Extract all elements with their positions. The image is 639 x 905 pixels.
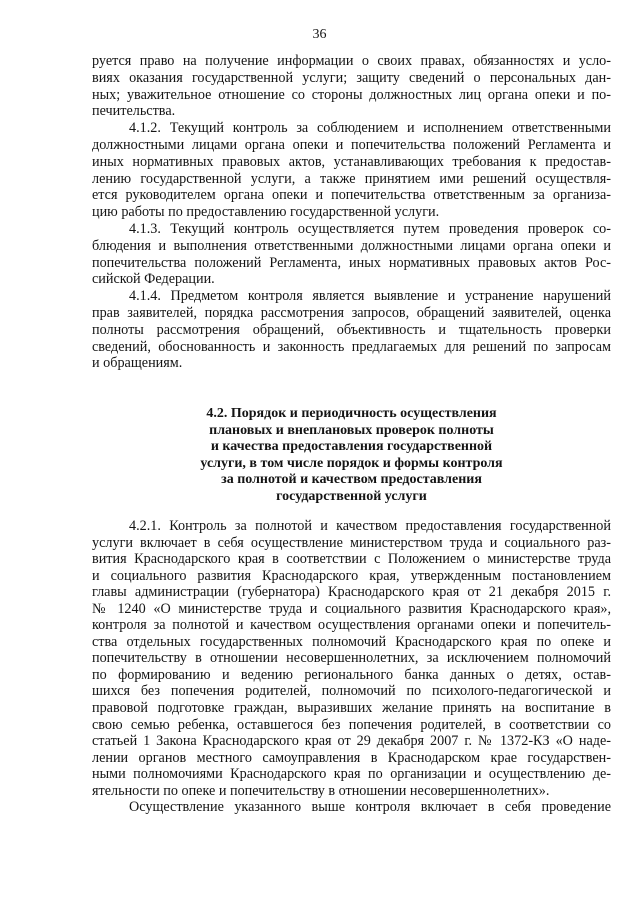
paragraph-4-1-4 (92, 288, 611, 372)
text-line: ными полномочиями Краснодарского края по организации и осуществлению де- (92, 766, 611, 783)
text-line: попечительства положений Регламента, иных нормативных правовых актов Рос- (92, 254, 611, 271)
text-line: блюдения и выполнения ответственными должностными лицами органа опеки и (92, 237, 611, 254)
heading-line: 4.2. Порядок и периодичность осуществления (206, 406, 497, 421)
text-line: ства отдельных государственных полномочий Краснодарского края по опеке и (92, 633, 611, 650)
paragraph-next (92, 799, 611, 816)
text-line: должностными лицами органа опеки и попечительства положений Регламента и (92, 136, 611, 153)
paragraph-4-2-1 (92, 518, 611, 799)
text-line: печительства. (92, 103, 176, 120)
text-line: виях оказания государственной услуги; защиту сведений о персональных дан- (92, 69, 611, 86)
section-heading-4-2 (92, 406, 611, 506)
upper-text-block (92, 53, 611, 372)
text-line: иных нормативных правовых актов, устанавливающих требования к предостав- (92, 153, 611, 170)
text-line: сведений, обоснованность и законность предлагаемых для решений по запросам (92, 338, 611, 355)
text-line: 4.1.2. Текущий контроль за соблюдением и исполнением ответственными (129, 120, 611, 137)
text-line: и обращениям. (92, 355, 183, 372)
text-line: 4.1.3. Текущий контроль осуществляется путем проведения проверок со- (129, 220, 611, 237)
text-line: лении органов местного самоуправления в Краснодарском крае государствен- (92, 749, 611, 766)
heading-line: за полнотой и качеством предоставления (221, 472, 482, 488)
text-line: Осуществление указанного выше контроля включает в себя проведение (129, 799, 611, 816)
text-line: руется право на получение информации о своих правах, обязанностях и усло- (92, 53, 611, 69)
paragraph-4-1-2 (92, 120, 611, 221)
text-line: вития Краснодарского края в соответствии с Положением о министерстве труда (92, 551, 611, 568)
text-line: по формированию и ведению регионального банка данных о детях, остав- (92, 666, 611, 683)
paragraph-intro (92, 53, 611, 120)
text-line: попечительству в отношении несовершеннолетних, за исключением полномочий (92, 650, 611, 667)
text-line: 4.1.4. Предметом контроля является выявление и устранение нарушений (129, 288, 611, 305)
text-line: № 1240 «О министерстве труда и социального развития Краснодарского края», (92, 600, 611, 617)
text-line: сийской Федерации. (92, 271, 215, 288)
text-line: и социального развития Краснодарского края, утвержденным постановлением (92, 567, 611, 584)
text-line: шихся без попечения родителей, полномочий по психолого-педагогической и (92, 683, 611, 700)
lower-text-block (92, 518, 611, 816)
heading-line: услуги, в том числе порядок и формы контроля (200, 455, 503, 471)
text-line: ятельности по опеке и попечительству в отношении несовершеннолетних». (92, 782, 550, 799)
text-line: контроля за полнотой и качеством осуществления органами опеки и попечитель- (92, 617, 611, 634)
paragraph-4-1-3 (92, 221, 611, 288)
text-line: прав заявителей, порядка рассмотрения запросов, обращений заявителей, оценка (92, 304, 611, 321)
heading-line: плановых и внеплановых проверок полноты (209, 422, 494, 438)
text-line: главы администрации (губернатора) Краснодарского края от 21 декабря 2015 г. (92, 584, 611, 601)
page-number: 36 (312, 27, 327, 42)
text-line: правовой подготовке граждан, выразивших желание принять на воспитание в (92, 700, 611, 717)
text-line: свою семью ребенка, оставшегося без попечения родителей, в соответствии со (92, 716, 611, 733)
text-line: полноты рассмотрения обращений, объективность и тщательность проверки (92, 321, 611, 338)
text-line: 4.2.1. Контроль за полнотой и качеством предоставления государственной (129, 518, 611, 534)
text-line: лению государственной услуги, а также принятием ими решений осуществля- (92, 170, 611, 187)
text-line: цию работы по предоставлению государственной услуги. (92, 204, 440, 221)
text-line: ется руководителем органа опеки и попечительства ответственным за организа- (92, 187, 611, 204)
text-line: ных; уважительное отношение со стороны должностных лиц органа опеки и по- (92, 86, 611, 103)
heading-line: и качества предоставления государственной (210, 439, 493, 455)
heading-line: государственной услуги (276, 488, 427, 504)
text-line: статьей 1 Закона Краснодарского края от 29 декабря 2007 г. № 1372-КЗ «О наде- (92, 733, 611, 750)
text-line: услуги включает в себя осуществление министерством труда и социального раз- (92, 534, 611, 551)
